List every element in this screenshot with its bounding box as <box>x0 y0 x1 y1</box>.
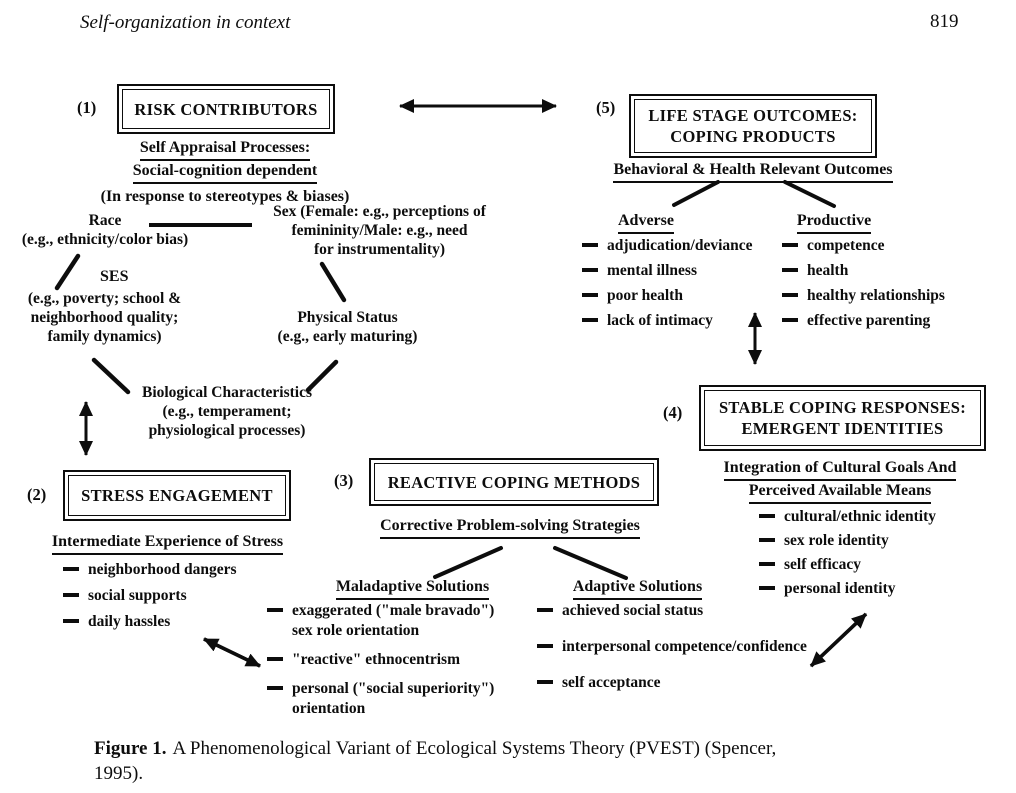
figure-caption-line2: 1995). <box>94 763 144 784</box>
box-life-title-line2: COPING PRODUCTS <box>670 127 836 146</box>
box-number-3: (3) <box>334 471 354 490</box>
dash-bullet-icon <box>537 644 553 648</box>
box-risk-contributors <box>117 84 335 134</box>
adverse-heading: Adverse <box>618 211 674 234</box>
list-item: cultural/ethnic identity <box>759 507 936 526</box>
line-race-ses <box>57 256 78 288</box>
race-example: (e.g., ethnicity/color bias) <box>21 231 189 248</box>
list-item: interpersonal competence/confidence <box>537 637 847 656</box>
dash-bullet-icon <box>537 608 553 612</box>
list-item: poor health <box>582 286 753 305</box>
list-item: personal identity <box>759 579 936 598</box>
ses-label: SES <box>100 268 129 285</box>
box-stable-title-line1: STABLE COPING RESPONSES: <box>718 398 967 417</box>
line-outcomes-productive <box>785 182 834 206</box>
outcomes-subtitle-wrap <box>605 160 901 183</box>
adaptive-heading-wrap <box>550 577 725 600</box>
list-item: sex role identity <box>759 531 936 550</box>
box-number-5: (5) <box>596 98 616 117</box>
race-label: Race <box>88 212 122 229</box>
maladaptive-heading-wrap <box>320 577 505 600</box>
list-item: healthy relationships <box>782 286 945 305</box>
coping-subtitle: Corrective Problem-solving Strategies <box>380 516 640 539</box>
dash-bullet-icon <box>582 293 598 297</box>
line-sex-physical <box>322 264 344 300</box>
box-reactive-coping <box>369 458 659 506</box>
dash-bullet-icon <box>759 562 775 566</box>
line-strategies-maladaptive <box>435 548 501 577</box>
factor-sex: Sex (Female: e.g., perceptions of femininity/Male: e.g., need for instrumentality) <box>273 203 486 258</box>
outcomes-subtitle: Behavioral & Health Relevant Outcomes <box>613 160 892 183</box>
list-item: social supports <box>63 586 237 605</box>
factor-race <box>5 211 205 249</box>
factor-physical-status: Physical Status (e.g., early maturing) <box>277 309 418 345</box>
dash-bullet-icon <box>63 619 79 623</box>
list-item: self acceptance <box>537 673 847 692</box>
coping-subtitle-wrap <box>355 516 665 539</box>
adverse-items <box>582 236 753 330</box>
stress-subtitle-wrap <box>40 532 295 555</box>
dash-bullet-icon <box>759 538 775 542</box>
dash-bullet-icon <box>759 586 775 590</box>
dash-bullet-icon <box>267 686 283 690</box>
identity-subtitle-line2: Perceived Available Means <box>749 481 931 504</box>
dash-bullet-icon <box>782 268 798 272</box>
adaptive-heading: Adaptive Solutions <box>573 577 702 600</box>
running-head: Self-organization in context <box>80 12 291 33</box>
dash-bullet-icon <box>759 514 775 518</box>
adaptive-items <box>537 601 847 692</box>
dash-bullet-icon <box>582 243 598 247</box>
list-item: daily hassles <box>63 612 237 631</box>
adverse-heading-wrap <box>600 211 692 234</box>
figure-caption-line1: A Phenomenological Variant of Ecological Systems Theory (PVEST) (Spencer, <box>172 738 777 759</box>
maladaptive-items <box>267 601 517 719</box>
stress-items <box>63 560 237 631</box>
productive-heading: Productive <box>797 211 871 234</box>
risk-subtitle <box>85 138 365 207</box>
list-item: personal ("social superiority") orientation <box>267 679 517 719</box>
dash-bullet-icon <box>267 608 283 612</box>
arrow-stress-coping <box>204 639 260 666</box>
factor-biological: Biological Characteristics (e.g., temperament; physiological processes) <box>141 384 313 439</box>
box-life-stage-outcomes <box>629 94 877 158</box>
list-item: health <box>782 261 945 280</box>
list-item: lack of intimacy <box>582 311 753 330</box>
figure-caption <box>94 736 934 786</box>
risk-note: (In response to stereotypes & biases) <box>100 188 350 205</box>
list-item: neighborhood dangers <box>63 560 237 579</box>
box-number-1: (1) <box>77 98 97 117</box>
productive-heading-wrap <box>786 211 882 234</box>
dash-bullet-icon <box>267 657 283 661</box>
dash-bullet-icon <box>582 268 598 272</box>
box-risk-title: RISK CONTRIBUTORS <box>134 99 318 119</box>
dash-bullet-icon <box>63 593 79 597</box>
box-number-2: (2) <box>27 485 47 504</box>
dash-bullet-icon <box>782 293 798 297</box>
list-item: competence <box>782 236 945 255</box>
box-life-title-line1: LIFE STAGE OUTCOMES: <box>648 106 858 125</box>
maladaptive-heading: Maladaptive Solutions <box>336 577 489 600</box>
box-stress-title: STRESS ENGAGEMENT <box>81 486 273 505</box>
identity-subtitle <box>695 458 985 504</box>
line-strategies-adaptive <box>555 548 626 578</box>
identity-items <box>759 507 936 598</box>
list-item: adjudication/deviance <box>582 236 753 255</box>
dash-bullet-icon <box>63 567 79 571</box>
productive-items <box>782 236 945 330</box>
box-number-4: (4) <box>663 403 683 422</box>
factor-ses: (e.g., poverty; school & neighborhood quality; family dynamics) <box>27 290 182 345</box>
figure-caption-label: Figure 1. <box>94 738 167 759</box>
box-reactive-title: REACTIVE COPING METHODS <box>387 472 641 492</box>
risk-subtitle-line1: Self Appraisal Processes: <box>140 138 310 161</box>
risk-subtitle-line2: Social-cognition dependent <box>133 161 317 184</box>
list-item: exaggerated ("male bravado") sex role orientation <box>267 601 517 641</box>
list-item: "reactive" ethnocentrism <box>267 650 517 670</box>
box-stable-title-line2: EMERGENT IDENTITIES <box>741 419 944 438</box>
box-stable-coping <box>699 385 986 451</box>
dash-bullet-icon <box>782 318 798 322</box>
dash-bullet-icon <box>537 680 553 684</box>
list-item: effective parenting <box>782 311 945 330</box>
dash-bullet-icon <box>582 318 598 322</box>
line-outcomes-adverse <box>674 182 718 205</box>
list-item: self efficacy <box>759 555 936 574</box>
stress-subtitle: Intermediate Experience of Stress <box>52 532 283 555</box>
identity-subtitle-line1: Integration of Cultural Goals And <box>724 458 957 481</box>
list-item: achieved social status <box>537 601 847 620</box>
list-item: mental illness <box>582 261 753 280</box>
page-number: 819 <box>930 11 959 32</box>
box-stress-engagement <box>63 470 291 521</box>
dash-bullet-icon <box>782 243 798 247</box>
